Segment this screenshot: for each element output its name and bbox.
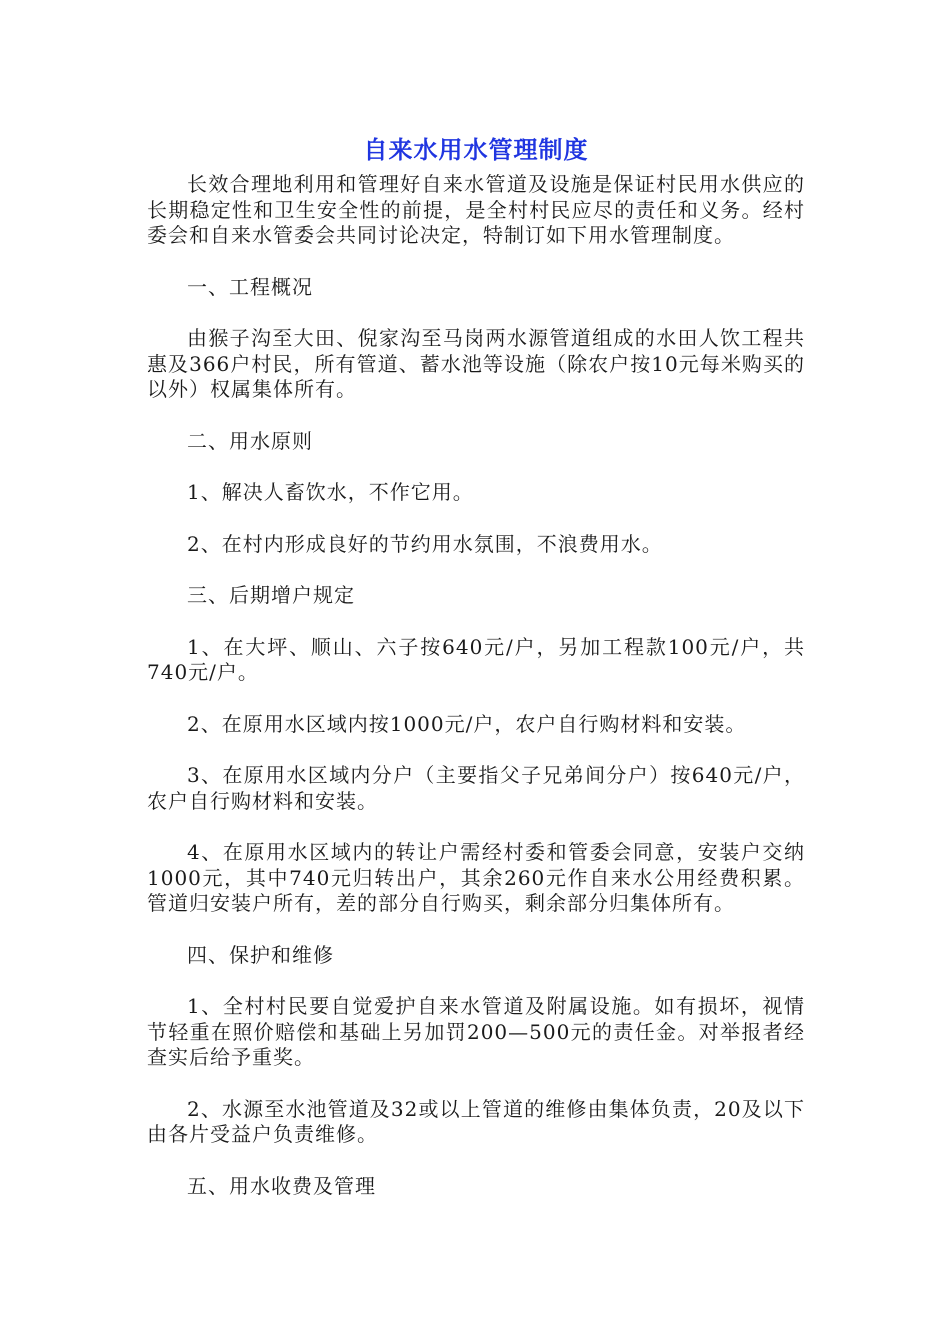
paragraph-rule-2: 2、在原用水区域内按1000元/户，农户自行购材料和安装。 [187,711,747,736]
document-page [147,128,805,1225]
section-heading-4: 四、保护和维修 [187,942,334,967]
paragraph-maintenance-2: 2、水源至水池管道及32或以上管道的维修由集体负责，20及以下由各片受益户负责维修。 [147,1096,805,1146]
section-heading-5: 五、用水收费及管理 [187,1173,376,1198]
paragraph-rule-4: 4、在原用水区域内的转让户需经村委和管委会同意，安装户交纳1000元，其中740元归转出户，其余260元作自来水公用经费积累。管道归安装户所有，差的部分自行购买，剩余部分归集体所有。 [147,840,805,915]
section-heading-2: 二、用水原则 [187,428,313,453]
paragraph-project-overview: 由猴子沟至大田、倪家沟至马岗两水源管道组成的水田人饮工程共惠及366户村民，所有管道、蓄水池等设施（除农户按10元每米购买的以外）权属集体所有。 [147,326,805,401]
intro-paragraph: 长效合理地利用和管理好自来水管道及设施是保证村民用水供应的长期稳定性和卫生安全性的前提，是全村村民应尽的责任和义务。经村委会和自来水管委会共同讨论决定，特制订如下用水管理制度。 [147,172,805,247]
paragraph-rule-3: 3、在原用水区域内分户（主要指父子兄弟间分户）按640元/户，农户自行购材料和安装。 [147,763,805,813]
paragraph-maintenance-1: 1、全村村民要自觉爱护自来水管道及附属设施。如有损坏，视情节轻重在照价赔偿和基础上另加罚200—500元的责任金。对举报者经查实后给予重奖。 [147,994,805,1069]
paragraph-principle-1: 1、解决人畜饮水，不作它用。 [187,480,474,504]
section-heading-1: 一、工程概况 [187,274,313,299]
paragraph-principle-2: 2、在村内形成良好的节约用水氛围，不浪费用水。 [187,531,663,556]
section-heading-3: 三、后期增户规定 [187,583,355,607]
document-title: 自来水用水管理制度 [363,136,589,164]
paragraph-rule-1: 1、在大坪、顺山、六子按640元/户，另加工程款100元/户，共740元/户。 [147,634,805,684]
